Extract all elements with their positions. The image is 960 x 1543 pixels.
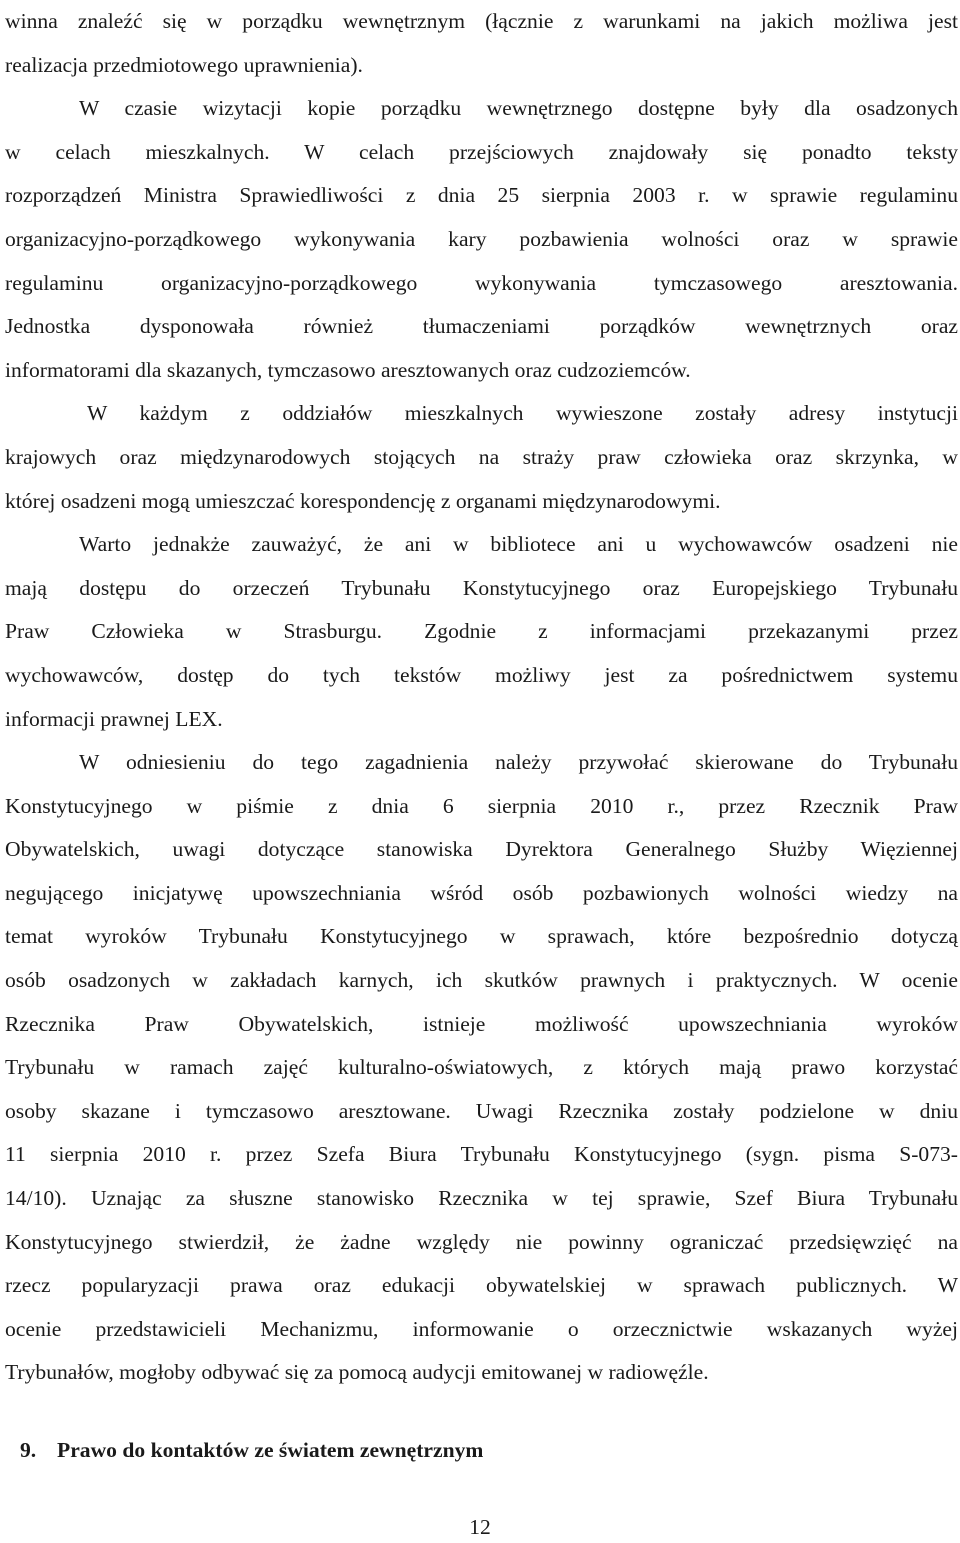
text-line: realizacja przedmiotowego uprawnienia). <box>5 52 363 77</box>
text-line: wychowawców, dostęp do tych tekstów możliwy jest za pośrednictwem systemu <box>5 662 958 687</box>
text-line: W czasie wizytacji kopie porządku wewnętrznego dostępne były dla osadzonych <box>79 96 958 121</box>
page-number: 12 <box>469 1515 491 1539</box>
text-line: 14/10). Uznając za słuszne stanowisko Rzecznika w tej sprawie, Szef Biura Trybunału <box>5 1186 958 1211</box>
text-line: negującego inicjatywę upowszechniania wśród osób pozbawionych wolności wiedzy na <box>5 880 958 905</box>
body-text <box>5 0 958 1395</box>
text-line: 11 sierpnia 2010 r. przez Szefa Biura Trybunału Konstytucyjnego (sygn. pisma S-073- <box>5 1142 958 1167</box>
text-line: regulaminu organizacyjno-porządkowego wykonywania tymczasowego aresztowania. <box>5 270 958 295</box>
section-number: 9. <box>20 1438 37 1462</box>
text-line: osoby skazane i tymczasowo aresztowane. Uwagi Rzecznika zostały podzielone w dniu <box>5 1098 958 1123</box>
text-line: W każdym z oddziałów mieszkalnych wywieszone zostały adresy instytucji <box>87 401 958 426</box>
text-line: Konstytucyjnego stwierdził, że żadne względy nie powinny ograniczać przedsięwzięć na <box>5 1229 958 1254</box>
text-line: informatorami dla skazanych, tymczasowo aresztowanych oraz cudzoziemców. <box>5 357 691 382</box>
text-line: Trybunału w ramach zajęć kulturalno-oświatowych, z których mają prawo korzystać <box>5 1055 958 1080</box>
text-line: rozporządzeń Ministra Sprawiedliwości z dnia 25 sierpnia 2003 r. w sprawie regulaminu <box>5 183 958 208</box>
section-title: Prawo do kontaktów ze światem zewnętrznym <box>57 1438 484 1462</box>
text-line: Obywatelskich, uwagi dotyczące stanowiska Dyrektora Generalnego Służby Więziennej <box>5 837 958 862</box>
text-line: w celach mieszkalnych. W celach przejściowych znajdowały się ponadto teksty <box>5 139 958 164</box>
text-line: Praw Człowieka w Strasburgu. Zgodnie z informacjami przekazanymi przez <box>5 619 958 644</box>
text-line: organizacyjno-porządkowego wykonywania kary pozbawienia wolności oraz w sprawie <box>5 226 958 251</box>
text-line: temat wyroków Trybunału Konstytucyjnego w sprawach, które bezpośrednio dotyczą <box>5 924 958 949</box>
text-line: Rzecznika Praw Obywatelskich, istnieje możliwość upowszechniania wyroków <box>5 1011 958 1036</box>
text-line: Konstytucyjnego w piśmie z dnia 6 sierpnia 2010 r., przez Rzecznik Praw <box>5 793 958 818</box>
text-line: ocenie przedstawicieli Mechanizmu, informowanie o orzecznictwie wskazanych wyżej <box>5 1316 958 1341</box>
text-line: Trybunałów, mogłoby odbywać się za pomocą audycji emitowanej w radiowęźle. <box>5 1360 709 1385</box>
text-line: krajowych oraz międzynarodowych stojących na straży praw człowieka oraz skrzynka, w <box>5 444 958 469</box>
section-heading <box>20 1428 483 1472</box>
text-line: której osadzeni mogą umieszczać korespondencję z organami międzynarodowymi. <box>5 488 721 513</box>
text-line: Jednostka dysponowała również tłumaczeniami porządków wewnętrznych oraz <box>5 314 958 339</box>
text-line: Warto jednakże zauważyć, że ani w bibliotece ani u wychowawców osadzeni nie <box>79 532 958 557</box>
text-line: mają dostępu do orzeczeń Trybunału Konstytucyjnego oraz Europejskiego Trybunału <box>5 575 958 600</box>
text-line: W odniesieniu do tego zagadnienia należy przywołać skierowane do Trybunału <box>79 750 958 775</box>
text-line: osób osadzonych w zakładach karnych, ich skutków prawnych i praktycznych. W ocenie <box>5 968 958 993</box>
text-line: rzecz popularyzacji prawa oraz edukacji obywatelskiej w sprawach publicznych. W <box>5 1273 958 1298</box>
text-line: winna znaleźć się w porządku wewnętrznym (łącznie z warunkami na jakich możliwa jest <box>5 9 958 33</box>
text-line: informacji prawnej LEX. <box>5 706 223 731</box>
